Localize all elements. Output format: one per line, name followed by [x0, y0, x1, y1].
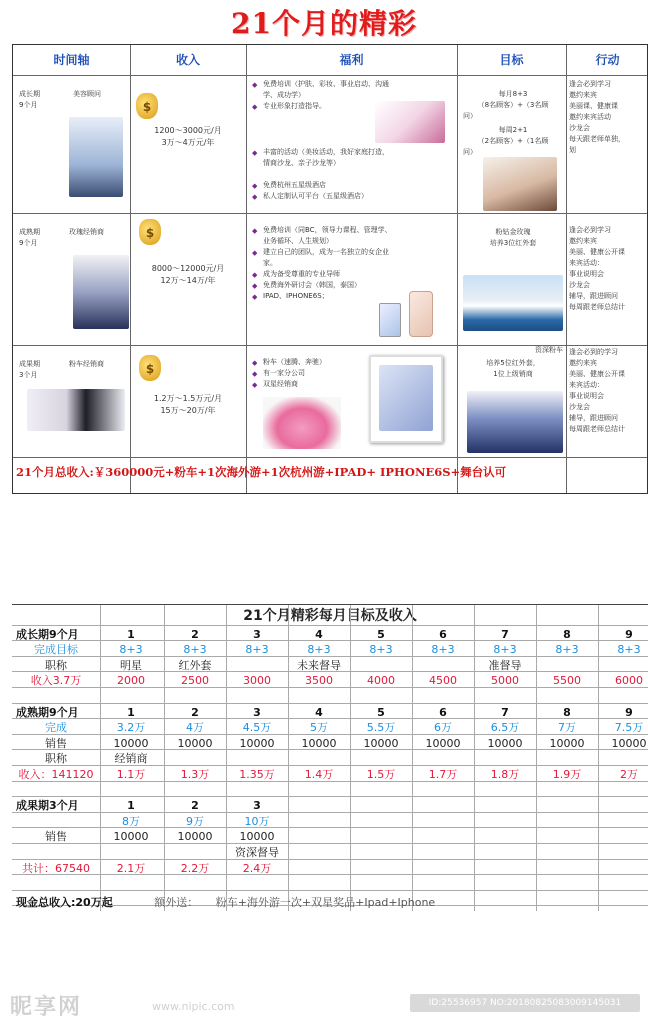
row1-benefit-line: 私人定制认可平台（五星级酒店）	[263, 192, 368, 200]
row2-role: 玫瑰经销商	[69, 228, 104, 236]
table-cell	[412, 658, 474, 673]
table-cell: 3	[253, 799, 261, 813]
row2-action-line: 事业说明会	[569, 270, 604, 278]
row3-goal-line: 资深粉车	[535, 346, 563, 354]
row1-makeup-photo	[375, 101, 445, 143]
table-cell: 8+3	[493, 643, 517, 657]
table-cell: 10000	[239, 830, 275, 844]
row3-income-year: 15万～20万/年	[160, 406, 216, 415]
row-label: 职称	[45, 752, 67, 766]
bullet-icon: ◆	[252, 81, 258, 89]
table-cell: 8+3	[183, 643, 207, 657]
table-cell: 准督导	[488, 658, 522, 672]
table-cell: 2	[191, 705, 199, 719]
table-cell: 10000	[611, 736, 647, 750]
row2-people-photo	[73, 255, 129, 329]
row-label: 收入3.7万	[30, 674, 82, 688]
row-label: 成果期3个月	[16, 799, 79, 813]
bullet-icon: ◆	[252, 370, 258, 378]
table-cell: 10000	[113, 830, 149, 844]
row3-action-line: 美丽、健康公开课	[569, 370, 625, 378]
table-cell: 10000	[177, 830, 213, 844]
table-cell: 8+3	[431, 643, 455, 657]
table-cell	[100, 845, 162, 860]
table-cell	[164, 845, 226, 860]
table-cell	[536, 751, 598, 766]
table-cell: 1.3万	[180, 768, 210, 781]
row2-benefit-line: IPAD、IPHONE6S；	[263, 292, 329, 300]
row2-benefit-line: 成为备受尊重的专业导师	[263, 270, 340, 278]
row1-goal-line: 问）	[463, 112, 477, 120]
table-cell: 3000	[243, 674, 271, 688]
row3-action-line: 逢会必到的学习	[569, 348, 618, 356]
row1-goal-line: 问）	[463, 148, 477, 156]
table-cell: 6000	[615, 674, 643, 688]
ipad-image	[379, 303, 401, 337]
table-cell: 2	[191, 627, 199, 641]
table-cell	[288, 751, 350, 766]
row1-benefit-line: 免费培训（护肤、彩妆、事业启动、沟通	[263, 80, 389, 88]
footer-extra: 粉车+海外游一次+双星奖品+Ipad+Iphone	[215, 896, 436, 909]
table-cell: 3500	[305, 674, 333, 688]
row1-action-line: 邀约来宾活动	[569, 113, 611, 121]
bullet-icon: ◆	[252, 293, 258, 301]
table-cell	[412, 751, 474, 766]
table-cell: 10000	[239, 736, 275, 750]
row3-action-line: 事业说明会	[569, 392, 604, 400]
row3-action-line: 辅导，跟进顾问	[569, 414, 618, 422]
table-cell: 8+3	[119, 643, 143, 657]
table-cell: 7	[501, 705, 509, 719]
table-cell: 5.5万	[366, 721, 396, 735]
row2-benefit-line: 免费培训（同BC，领导力课程、管理学、	[263, 226, 392, 234]
header-timeline: 时间轴	[53, 53, 90, 67]
row1-goal-line: （8名顾客）+（3名顾	[477, 101, 549, 109]
table-cell: 5	[377, 627, 385, 641]
table-cell: 8+3	[369, 643, 393, 657]
row1-people-photo	[69, 117, 123, 197]
row2-benefit-line: 家。	[263, 259, 277, 267]
footer-total: 现金总收入:20万起	[16, 896, 113, 909]
row1-action-line: 划	[569, 146, 576, 154]
table-cell: 4万	[186, 721, 204, 735]
table-cell: 3.2万	[116, 721, 146, 735]
table-cell	[164, 751, 226, 766]
row2-action-line: 来宾活动：	[569, 259, 604, 267]
table-cell: 9万	[186, 814, 204, 828]
page-title: 21个月的精彩	[231, 7, 417, 40]
bullet-icon: ◆	[252, 227, 258, 235]
watermark-logo: 昵享网	[10, 995, 83, 1020]
cruise-ship-photo	[463, 275, 563, 331]
table-cell: 5万	[310, 721, 328, 735]
row-label: 职称	[45, 658, 67, 672]
table-cell: 7万	[558, 721, 576, 735]
row-label: 完成	[45, 721, 67, 735]
table-cell: 2.1万	[116, 861, 146, 875]
table-cell: 2000	[117, 674, 145, 688]
row-label: 销售	[45, 736, 67, 750]
table-cell	[598, 751, 648, 766]
row1-benefit-line: 丰富的活动（美妆活动，我好家庭打造，	[263, 148, 389, 156]
table-cell: 8	[563, 705, 571, 719]
row3-stage: 成果期 3个月	[19, 360, 40, 379]
table-cell: 3	[253, 627, 261, 641]
table-cell: 4000	[367, 674, 395, 688]
table-cell: 1.4万	[304, 768, 334, 781]
watermark-id: ID:25536957 NO:20180825083009145031	[410, 994, 640, 1012]
table-cell: 1.9万	[552, 768, 582, 781]
row3-team-photo	[467, 391, 563, 453]
row2-benefit-line: 建立自己的团队，成为一名独立的女企业	[263, 248, 389, 256]
bullet-icon: ◆	[252, 193, 258, 201]
row2-benefit-line: 业务循环、人生规划）	[263, 237, 333, 245]
row-label: 共计：67540	[22, 861, 90, 875]
iphone-image	[409, 291, 433, 337]
career-plan-table	[12, 44, 648, 494]
table-cell: 红外套	[178, 658, 212, 672]
table-cell: 10000	[425, 736, 461, 750]
row1-action-line: 每天跟老师单独，	[569, 135, 625, 143]
table-cell: 4	[315, 705, 323, 719]
row3-benefit-line: 有一家分公司	[263, 369, 305, 377]
row1-action-line: 沙龙会	[569, 124, 590, 132]
bullet-icon: ◆	[252, 359, 258, 367]
table-cell: 4500	[429, 674, 457, 688]
bullet-icon: ◆	[252, 271, 258, 279]
row1-action-line: 逢会必到学习	[569, 80, 611, 88]
table-cell: 未来督导	[297, 658, 341, 672]
bullet-icon: ◆	[252, 149, 258, 157]
table-cell: 10000	[363, 736, 399, 750]
row-label: 收入：141120	[18, 768, 94, 781]
bullet-icon: ◆	[252, 282, 258, 290]
table-cell: 7.5万	[614, 721, 644, 735]
row3-action-line: 来宾活动：	[569, 381, 604, 389]
row2-action-line: 沙龙会	[569, 281, 590, 289]
row2-action-line: 邀约来宾	[569, 237, 597, 245]
row3-benefit-line: 粉车（速腾、奔驰）	[263, 358, 326, 366]
row3-role: 粉车经销商	[69, 360, 104, 368]
table-cell: 2	[191, 799, 199, 813]
row-label: 成长期9个月	[16, 627, 79, 641]
bullet-icon: ◆	[252, 381, 258, 389]
table-cell	[536, 658, 598, 673]
table-cell	[474, 751, 536, 766]
row1-goal-line: 每月8+3	[498, 90, 528, 98]
row2-income-month: 8000～12000元/月	[151, 264, 225, 273]
header-action: 行动	[595, 53, 620, 67]
table-cell: 1.35万	[239, 768, 275, 781]
table-cell: 6	[439, 627, 447, 641]
bullet-icon: ◆	[252, 103, 258, 111]
table-cell: 1	[127, 627, 135, 641]
table-cell: 6万	[434, 721, 452, 735]
table-cell: 10万	[244, 814, 270, 828]
table-cell: 6.5万	[490, 721, 520, 735]
row3-goal-line: 1位上级销商	[493, 370, 533, 378]
table-cell	[350, 751, 412, 766]
row1-goal-line: 每周2+1	[498, 126, 528, 134]
row-label: 完成目标	[34, 643, 78, 657]
table-cell	[598, 658, 648, 673]
header-income: 收入	[175, 53, 200, 67]
money-bag-icon: $	[139, 355, 161, 381]
row1-benefit-line: 专业形象打造指导。	[263, 102, 326, 110]
table-cell: 1.7万	[428, 768, 458, 781]
row3-income-month: 1.2万～1.5万元/月	[153, 394, 223, 403]
row3-goal-line: 培养5位红外套，	[486, 359, 540, 367]
row1-role: 美容顾问	[73, 90, 101, 98]
row1-benefit-line: 免费杭州五星级酒店	[263, 181, 326, 189]
table-cell	[350, 658, 412, 673]
table-cell: 8+3	[307, 643, 331, 657]
row1-income-month: 1200～3000元/月	[154, 126, 222, 135]
table-cell: 1.8万	[490, 768, 520, 781]
watermark-url: www.nipic.com	[152, 1000, 235, 1013]
row3-person-photo	[27, 389, 125, 431]
total-income-summary: 21个月总收入:￥360000元+粉车+1次海外游+1次杭州游+IPAD+ IPHONE6S+舞台认可	[16, 465, 507, 479]
certificate-image	[379, 365, 433, 431]
table-cell: 10000	[549, 736, 585, 750]
row1-stage: 成长期 9个月	[19, 90, 40, 109]
table-cell: 1.5万	[366, 768, 396, 781]
row1-team-photo	[483, 157, 557, 211]
table-cell	[226, 751, 288, 766]
footer-extra-label: 额外送：	[154, 896, 199, 909]
table-cell: 8	[563, 627, 571, 641]
row2-benefit-line: 免费海外研讨会（韩国，泰国）	[263, 281, 361, 289]
row1-action-line: 邀约来宾	[569, 91, 597, 99]
table-cell: 7	[501, 627, 509, 641]
table-cell: 5	[377, 705, 385, 719]
table2-title: 21个月精彩每月目标及收入	[243, 608, 417, 624]
table-cell: 4.5万	[242, 721, 272, 735]
row3-action-line: 沙龙会	[569, 403, 590, 411]
table-cell: 2500	[181, 674, 209, 688]
table-cell: 2.4万	[242, 861, 272, 875]
footer	[16, 894, 435, 910]
money-bag-icon: $	[136, 93, 158, 119]
row2-action-line: 每周跟老师总结计	[569, 303, 625, 311]
table-cell: 6	[439, 705, 447, 719]
row3-action-line: 邀约来宾	[569, 359, 597, 367]
row1-benefit-line: 情商沙龙、亲子沙龙等）	[263, 159, 340, 167]
row2-income-year: 12万～14万/年	[160, 276, 216, 285]
table-cell: 2.2万	[180, 861, 210, 875]
row2-action-line: 逢会必到学习	[569, 226, 611, 234]
table-cell: 8万	[122, 814, 140, 828]
table-cell: 10000	[301, 736, 337, 750]
header-benefits: 福利	[339, 53, 364, 67]
row2-goal-line: 粉钻金玫瑰	[495, 228, 531, 236]
bullet-icon: ◆	[252, 182, 258, 190]
table-cell: 经销商	[114, 752, 148, 766]
header-goal: 目标	[499, 53, 524, 67]
row1-benefit-line: 学、成功学）	[263, 91, 305, 99]
row1-goal-line: （2名顾客）+（1名顾	[477, 137, 549, 145]
table-cell: 5500	[553, 674, 581, 688]
row2-stage: 成熟期 9个月	[19, 228, 40, 247]
table-cell: 8+3	[617, 643, 641, 657]
table-cell: 资深督导	[235, 846, 279, 859]
table-cell: 10000	[113, 736, 149, 750]
row2-action-line: 美丽、健康公开课	[569, 248, 625, 256]
bullet-icon: ◆	[252, 249, 258, 257]
table-cell: 10000	[487, 736, 523, 750]
pink-car-photo	[263, 397, 341, 449]
table-cell	[226, 658, 288, 673]
table-cell: 10000	[177, 736, 213, 750]
table-cell: 8+3	[245, 643, 269, 657]
table-cell: 4	[315, 627, 323, 641]
table-cell: 1.1万	[116, 768, 146, 781]
table-cell: 9	[625, 627, 633, 641]
table-cell: 5000	[491, 674, 519, 688]
row-label: 销售	[45, 830, 67, 844]
table-cell: 1	[127, 799, 135, 813]
row2-goal-line: 培养3位红外套	[489, 239, 537, 247]
row3-benefit-line: 双星经销商	[263, 380, 298, 388]
table-cell: 2万	[620, 768, 638, 781]
money-bag-icon: $	[139, 219, 161, 245]
table-cell: 8+3	[555, 643, 579, 657]
row1-income-year: 3万～4万元/年	[161, 138, 215, 147]
table-cell: 9	[625, 705, 633, 719]
monthly-goals-table	[12, 604, 648, 914]
table-cell: 明星	[120, 658, 142, 672]
table-cell: 3	[253, 705, 261, 719]
table-cell: 1	[127, 705, 135, 719]
row-label: 成熟期9个月	[16, 705, 79, 719]
row1-action-line: 美丽课、健康课	[569, 102, 618, 110]
row3-action-line: 每周跟老师总结计	[569, 425, 625, 433]
row2-action-line: 辅导，跟进顾问	[569, 292, 618, 300]
